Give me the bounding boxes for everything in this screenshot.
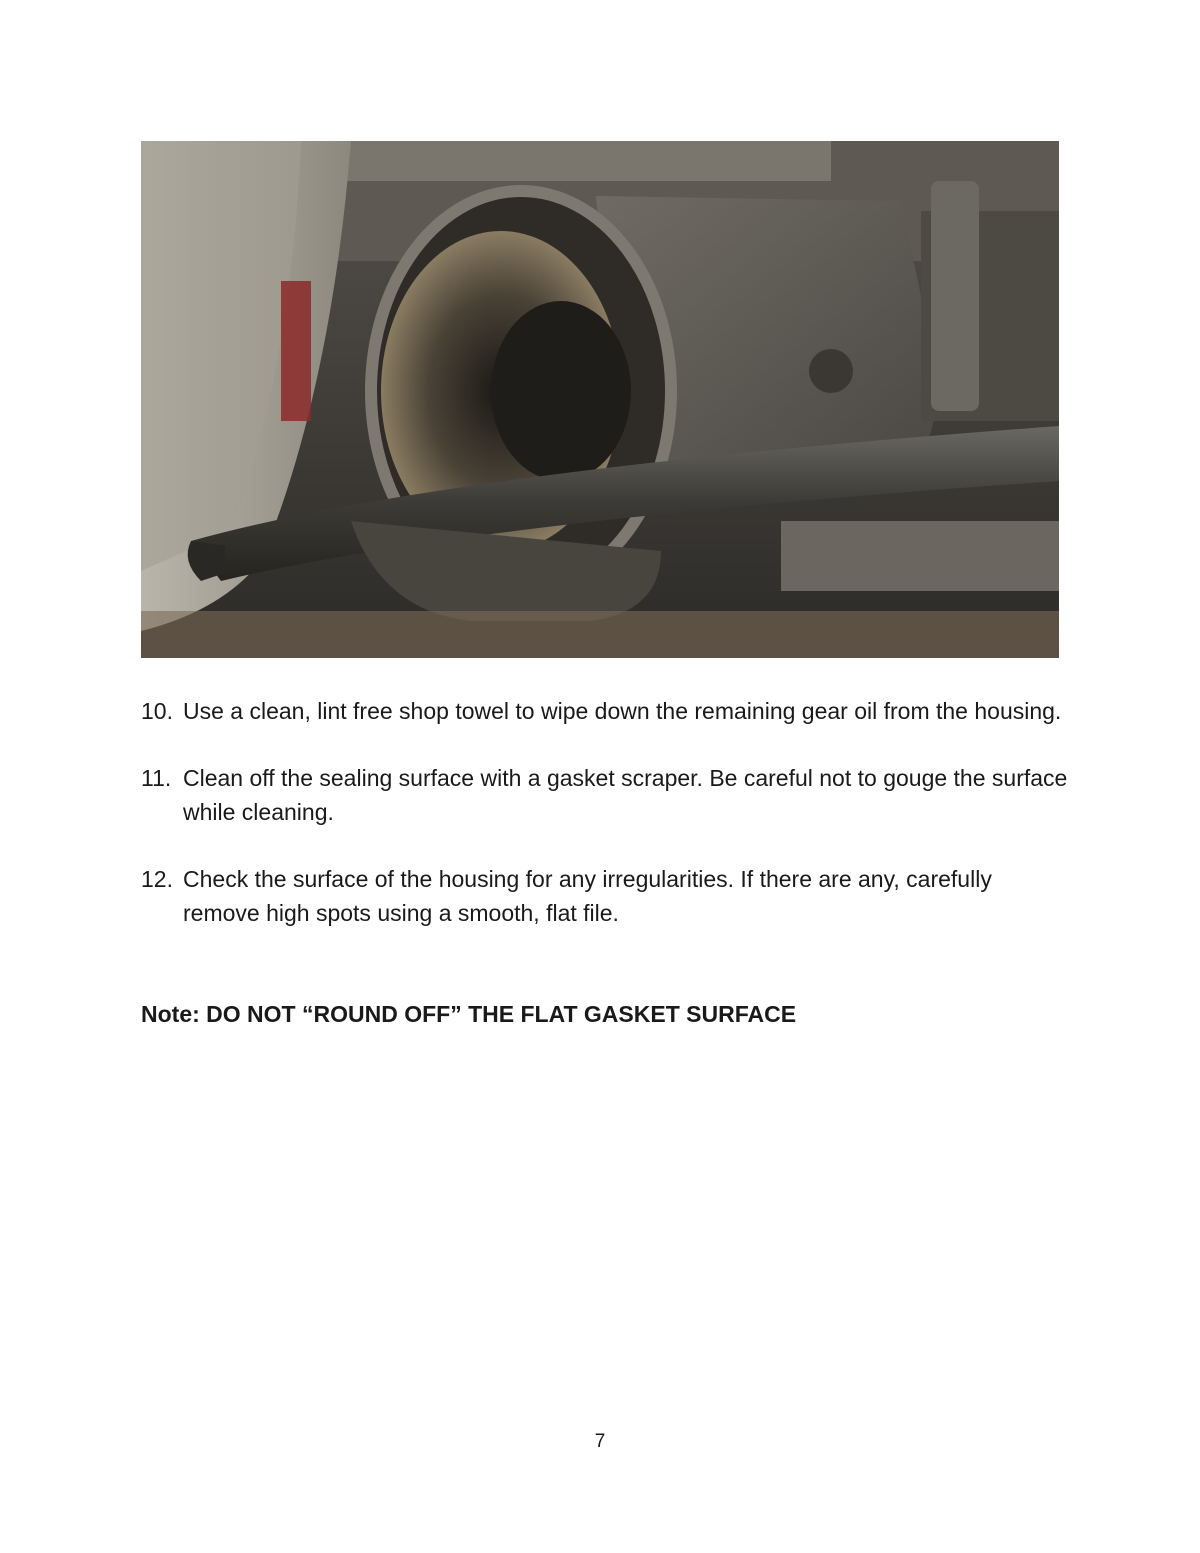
step-number: 10. [141, 698, 173, 724]
step-item [141, 694, 1071, 728]
step-item [141, 862, 1071, 930]
step-number: 12. [141, 866, 173, 892]
step-text: Clean off the sealing surface with a gasket scraper. Be careful not to gouge the surface while cleaning. [183, 765, 1068, 825]
step-text: Use a clean, lint free shop towel to wipe down the remaining gear oil from the housing. [183, 698, 1062, 724]
step-number: 11. [141, 765, 172, 791]
differential-housing-photo [141, 141, 1059, 658]
page-number: 7 [594, 1431, 606, 1452]
instruction-steps [141, 694, 1071, 963]
step-text: Check the surface of the housing for any irregularities. If there are any, carefully remove high spots using a smooth, flat file. [183, 866, 992, 926]
step-item [141, 761, 1071, 829]
warning-note: Note: DO NOT “ROUND OFF” THE FLAT GASKET SURFACE [141, 1001, 797, 1027]
